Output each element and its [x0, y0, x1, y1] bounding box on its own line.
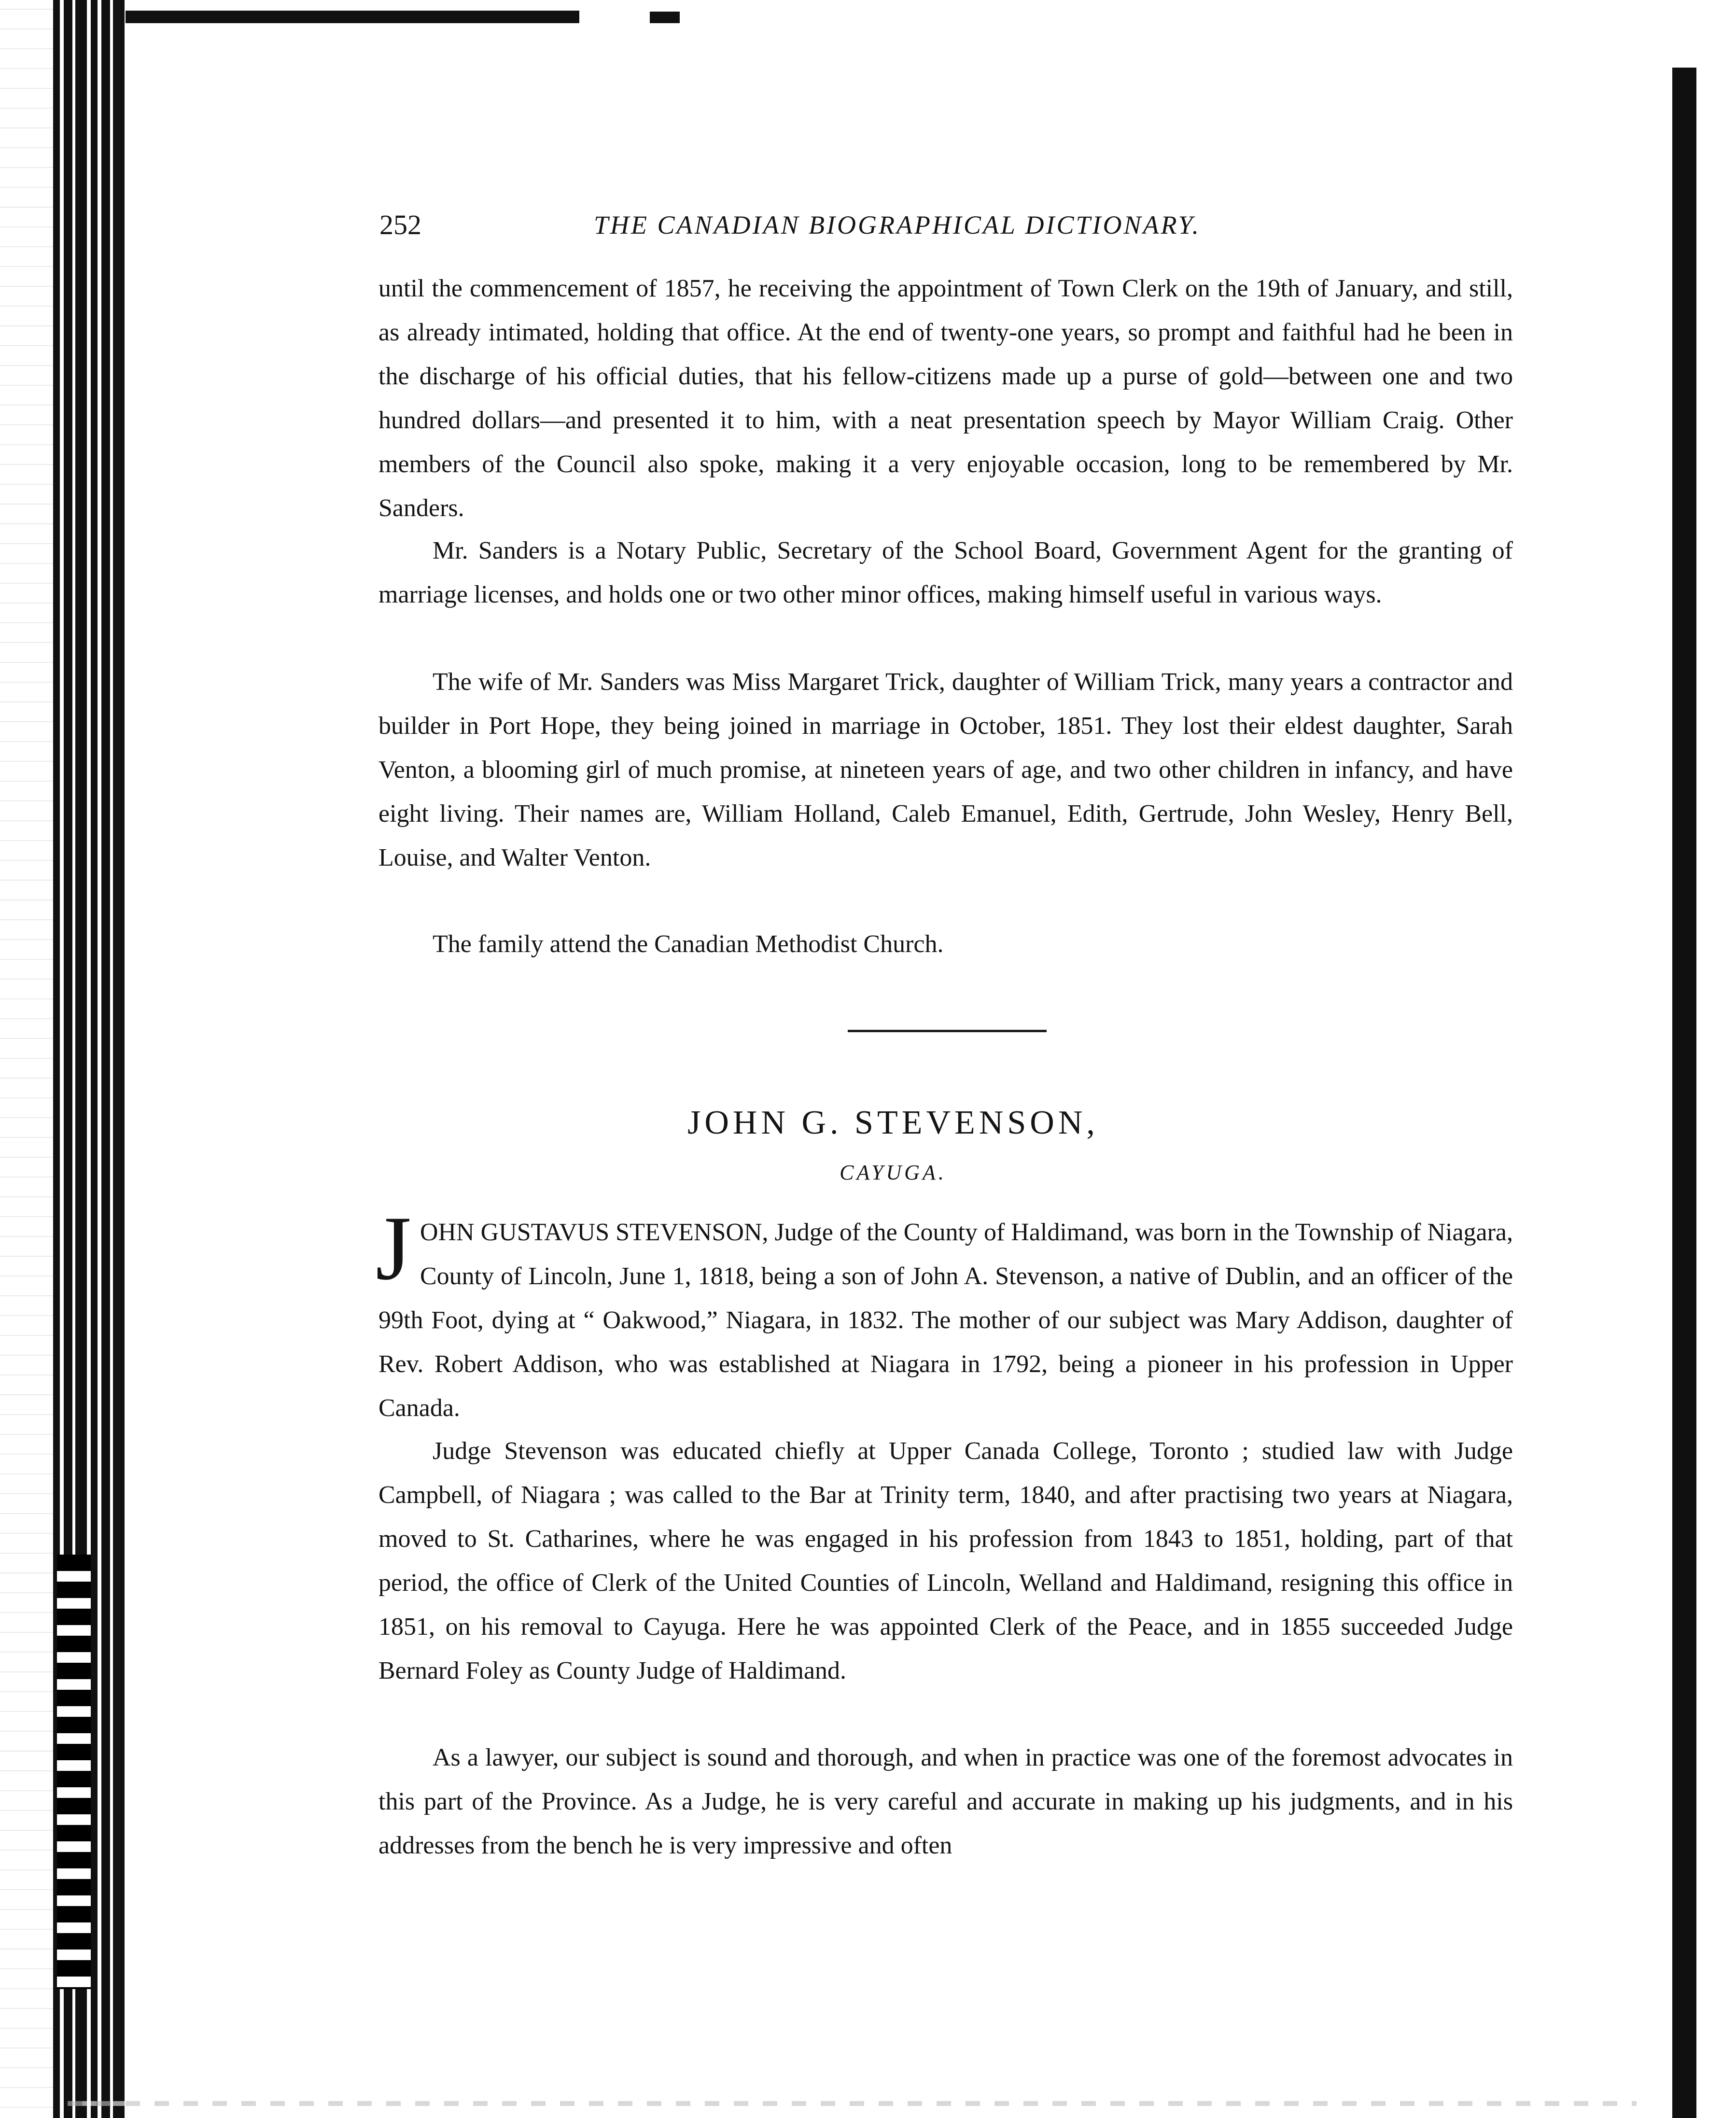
- scan-bottom-edge: [68, 2101, 1637, 2106]
- scan-edge-speckle: [0, 0, 53, 2118]
- scan-top-mark: [650, 12, 680, 23]
- paragraph-stevenson-lawyer: As a lawyer, our subject is sound and thorough, and when in practice was one of the foremost advocates in this part of the Province. As a Judge, he is very careful and accurate in making up his judgments, and in his addresses from the bench he is very impressive and often: [378, 1744, 1513, 1859]
- section-divider: [848, 1030, 1047, 1032]
- section-title: JOHN G. STEVENSON,: [687, 1104, 1099, 1141]
- section-place: CAYUGA.: [840, 1161, 947, 1184]
- running-head: THE CANADIAN BIOGRAPHICAL DICTIONARY.: [594, 210, 1201, 239]
- scan-right-edge: [1672, 68, 1696, 2118]
- scan-edge-marks: [57, 1555, 91, 1989]
- paragraph-sanders-family: The wife of Mr. Sanders was Miss Margaret Trick, daughter of William Trick, many years a contractor and builder in Port Hope, they being joined in marriage in October, 1851. They lost their eldest daughter, Sarah Venton, a blooming girl of much promise, at nineteen years of age, and two other children in infancy, and have eight living. Their names are, William Holland, Caleb Emanuel, Edith, Gertrude, John Wesley, Henry Bell, Louise, and Walter Venton.: [378, 668, 1513, 871]
- paragraph-sanders-church: The family attend the Canadian Methodist Church.: [433, 930, 944, 958]
- paragraph-stevenson-birth: [376, 1198, 1513, 1430]
- page-number: 252: [379, 209, 421, 240]
- paragraph-stevenson-birth-text: OHN GUSTAVUS STEVENSON, Judge of the County of Haldimand, was born in the Township of Niagara, County of Lincoln, June 1, 1818, being a son of John A. Stevenson, a native of Dublin, and an officer of the 99th Foot, dying at “ Oakwood,” Niagara, in 1832. The mother of our subject was Mary Addison, daughter of Rev. Robert Addison, who was established at Niagara in 1792, being a pioneer in his profession in Upper Canada.: [378, 1219, 1513, 1422]
- paragraph-stevenson-education: Judge Stevenson was educated chiefly at Upper Canada College, Toronto ; studied law with Judge Campbell, of Niagara ; was called to the Bar at Trinity term, 1840, and after practising two years at Niagara, moved to St. Catharines, where he was engaged in his profession from 1843 to 1851, holding, part of that period, the office of Clerk of the United Counties of Lincoln, Welland and Haldimand, resigning this office in 1851, on his removal to Cayuga. Here he was appointed Clerk of the Peace, and in 1855 succeeded Judge Bernard Foley as County Judge of Haldimand.: [378, 1437, 1513, 1684]
- paragraph-sanders-offices: Mr. Sanders is a Notary Public, Secretary of the School Board, Government Agent for the granting of marriage licenses, and holds one or two other minor offices, making himself useful in various ways.: [378, 537, 1513, 608]
- drop-cap: J: [376, 1198, 411, 1299]
- scan-top-edge: [126, 11, 579, 23]
- paragraph-sanders-career: until the commencement of 1857, he receiving the appointment of Town Clerk on the 19th of January, and still, as already intimated, holding that office. At the end of twenty-one years, so prompt and faithful had he been in the discharge of his official duties, that his fellow-citizens made up a purse of gold—between one and two hundred dollars—and presented it to him, with a neat presentation speech by Mayor William Craig. Other members of the Council also spoke, making it a very enjoyable occasion, long to be remembered by Mr. Sanders.: [378, 275, 1513, 522]
